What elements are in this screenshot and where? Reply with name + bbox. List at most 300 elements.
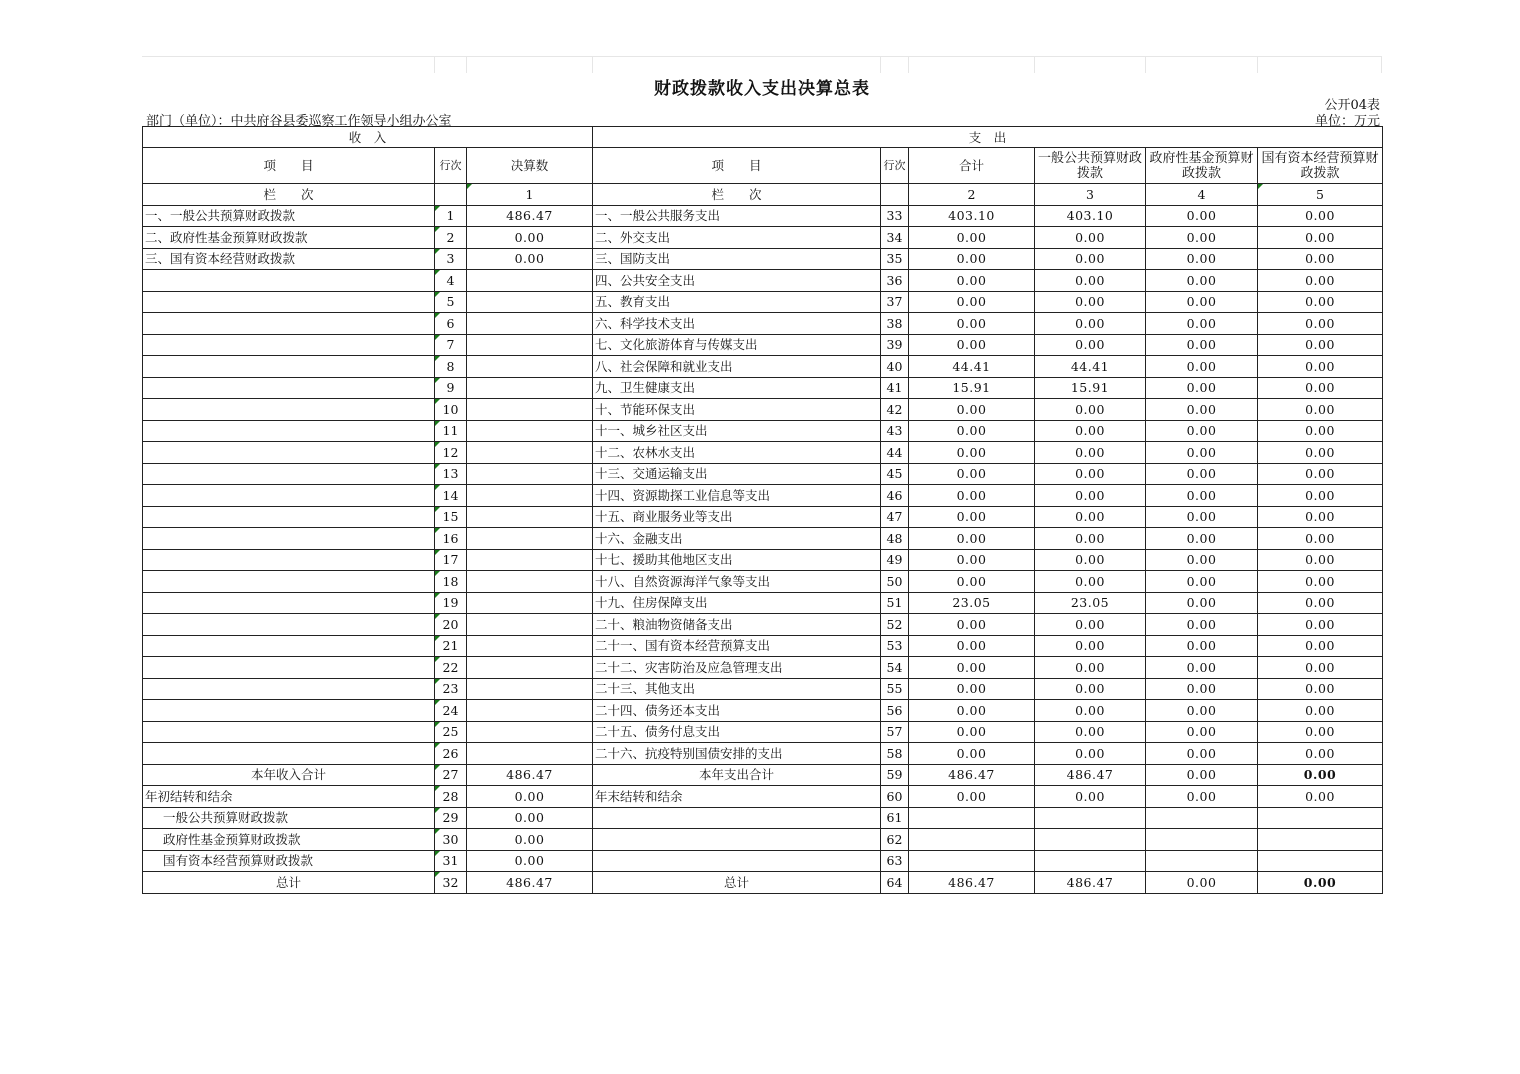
expense-item: 十六、金融支出 [593,528,881,550]
table-row [143,463,1383,485]
state-capital-amount: 0.00 [1258,700,1383,722]
income-amount [467,657,593,679]
expense-total: 0.00 [909,549,1035,571]
expense-line-no: 48 [881,528,909,550]
table-row [143,485,1383,507]
general-budget-amount: 0.00 [1035,786,1146,808]
general-budget-amount: 44.41 [1035,356,1146,378]
carryover-row [143,850,1383,872]
expense-item: 本年支出合计 [593,764,881,786]
income-item [143,721,435,743]
income-line-no: 5 [435,291,467,313]
income-amount: 0.00 [467,807,593,829]
general-budget-amount: 0.00 [1035,442,1146,464]
income-line-blank [435,184,467,206]
income-line-no: 19 [435,592,467,614]
expense-line-no: 62 [881,829,909,851]
gov-fund-amount: 0.00 [1146,571,1258,593]
general-budget-amount: 403.10 [1035,205,1146,227]
state-capital-amount: 0.00 [1258,786,1383,808]
general-budget-amount: 0.00 [1035,506,1146,528]
gov-fund-amount: 0.00 [1146,270,1258,292]
income-amount: 0.00 [467,829,593,851]
general-budget-amount: 0.00 [1035,528,1146,550]
expense-line-no: 44 [881,442,909,464]
income-amount [467,700,593,722]
general-budget-amount: 0.00 [1035,291,1146,313]
table-row [143,356,1383,378]
expense-item: 总计 [593,872,881,894]
income-item: 年初结转和结余 [143,786,435,808]
year-total-row [143,764,1383,786]
general-budget-amount: 0.00 [1035,635,1146,657]
income-item: 一、一般公共预算财政拨款 [143,205,435,227]
income-line-no: 26 [435,743,467,765]
gov-fund-amount: 0.00 [1146,592,1258,614]
state-capital-amount: 0.00 [1258,614,1383,636]
income-item [143,743,435,765]
state-capital-amount: 0.00 [1258,270,1383,292]
income-item [143,463,435,485]
income-item [143,678,435,700]
state-capital-amount [1258,850,1383,872]
expense-line-no: 35 [881,248,909,270]
income-item [143,614,435,636]
budget-table [142,126,1383,894]
state-capital-amount: 0.00 [1258,313,1383,335]
expense-line-no: 56 [881,700,909,722]
general-budget-amount [1035,850,1146,872]
general-budget-amount [1035,829,1146,851]
col2-label: 2 [909,184,1035,206]
income-amount [467,356,593,378]
expense-total: 0.00 [909,614,1035,636]
income-line-no: 8 [435,356,467,378]
income-line-no: 13 [435,463,467,485]
income-amount: 486.47 [467,764,593,786]
expense-item: 八、社会保障和就业支出 [593,356,881,378]
carryover-row [143,807,1383,829]
total-header: 合计 [909,148,1035,184]
income-amount [467,635,593,657]
income-line-no: 28 [435,786,467,808]
col5-label: 5 [1258,184,1383,206]
income-line-no: 18 [435,571,467,593]
general-budget-amount: 23.05 [1035,592,1146,614]
expense-line-no: 51 [881,592,909,614]
general-budget-amount: 0.00 [1035,721,1146,743]
expense-item: 九、卫生健康支出 [593,377,881,399]
state-capital-amount: 0.00 [1258,678,1383,700]
grand-total-row [143,872,1383,894]
income-item: 三、国有资本经营财政拨款 [143,248,435,270]
income-amount [467,334,593,356]
income-line-no: 2 [435,227,467,249]
income-amount [467,592,593,614]
table-row [143,592,1383,614]
expense-total: 0.00 [909,485,1035,507]
gov-fund-amount: 0.00 [1146,420,1258,442]
expense-line-header: 行次 [881,148,909,184]
expense-total [909,850,1035,872]
expense-line-no: 41 [881,377,909,399]
expense-item [593,807,881,829]
state-capital-amount: 0.00 [1258,248,1383,270]
income-item [143,377,435,399]
income-item [143,485,435,507]
income-line-no: 16 [435,528,467,550]
expense-total: 23.05 [909,592,1035,614]
income-line-no: 12 [435,442,467,464]
expense-total: 0.00 [909,463,1035,485]
state-capital-amount: 0.00 [1258,549,1383,571]
income-amount: 486.47 [467,872,593,894]
state-capital-amount [1258,829,1383,851]
sheet-gridlines [142,56,1382,73]
state-capital-amount: 0.00 [1258,291,1383,313]
income-line-no: 7 [435,334,467,356]
table-row [143,635,1383,657]
gov-fund-amount: 0.00 [1146,334,1258,356]
income-item [143,700,435,722]
income-item: 总计 [143,872,435,894]
general-budget-amount: 0.00 [1035,657,1146,679]
table-row [143,399,1383,421]
expense-line-no: 39 [881,334,909,356]
expense-line-no: 49 [881,549,909,571]
general-budget-amount: 0.00 [1035,571,1146,593]
income-line-no: 1 [435,205,467,227]
expense-item-header: 项 目 [593,148,881,184]
gov-fund-amount: 0.00 [1146,657,1258,679]
table-row [143,614,1383,636]
income-item [143,399,435,421]
expense-line-no: 64 [881,872,909,894]
table-row [143,205,1383,227]
income-item: 二、政府性基金预算财政拨款 [143,227,435,249]
carryover-row [143,829,1383,851]
expense-total: 0.00 [909,442,1035,464]
expense-line-no: 40 [881,356,909,378]
general-budget-amount: 0.00 [1035,485,1146,507]
expense-column-order: 栏 次 [593,184,881,206]
expense-line-no: 43 [881,420,909,442]
expense-line-no: 53 [881,635,909,657]
table-row [143,743,1383,765]
expense-item: 二十四、债务还本支出 [593,700,881,722]
income-line-no: 15 [435,506,467,528]
general-budget-amount: 486.47 [1035,872,1146,894]
expense-total: 0.00 [909,528,1035,550]
expense-line-no: 52 [881,614,909,636]
table-row [143,528,1383,550]
expense-line-no: 50 [881,571,909,593]
income-line-no: 14 [435,485,467,507]
expense-item: 二十二、灾害防治及应急管理支出 [593,657,881,679]
expense-line-no: 46 [881,485,909,507]
income-line-no: 9 [435,377,467,399]
expense-item: 三、国防支出 [593,248,881,270]
expense-line-no: 34 [881,227,909,249]
income-line-no: 11 [435,420,467,442]
expense-total: 44.41 [909,356,1035,378]
expense-line-no: 37 [881,291,909,313]
table-row [143,571,1383,593]
gov-fund-amount: 0.00 [1146,549,1258,571]
expense-item: 十四、资源勘探工业信息等支出 [593,485,881,507]
expense-total: 486.47 [909,764,1035,786]
income-amount [467,721,593,743]
expense-total: 0.00 [909,786,1035,808]
gov-fund-amount: 0.00 [1146,313,1258,335]
gov-fund-amount: 0.00 [1146,248,1258,270]
income-amount [467,399,593,421]
income-line-no: 25 [435,721,467,743]
report-title: 财政拨款收入支出决算总表 [654,79,870,99]
gov-fund-amount: 0.00 [1146,786,1258,808]
table-row [143,678,1383,700]
table-row [143,506,1383,528]
unit-label: 单位：万元 [1314,114,1380,129]
gov-fund-amount: 0.00 [1146,205,1258,227]
income-item [143,420,435,442]
state-capital-amount: 0.00 [1258,399,1383,421]
income-amount [467,485,593,507]
gov-fund-amount: 0.00 [1146,764,1258,786]
general-budget-amount: 15.91 [1035,377,1146,399]
expense-item: 二、外交支出 [593,227,881,249]
expense-line-no: 60 [881,786,909,808]
income-column-order: 栏 次 [143,184,435,206]
income-amount [467,528,593,550]
expense-total: 403.10 [909,205,1035,227]
gov-fund-amount [1146,807,1258,829]
state-capital-amount: 0.00 [1258,356,1383,378]
income-line-no: 22 [435,657,467,679]
income-amount [467,313,593,335]
expense-item: 四、公共安全支出 [593,270,881,292]
expense-total: 0.00 [909,420,1035,442]
gov-fund-amount: 0.00 [1146,872,1258,894]
income-amount [467,291,593,313]
gov-fund-amount: 0.00 [1146,700,1258,722]
income-amount [467,678,593,700]
income-amount [467,506,593,528]
expense-item [593,850,881,872]
expense-total: 486.47 [909,872,1035,894]
state-capital-amount: 0.00 [1258,528,1383,550]
table-row [143,291,1383,313]
general-budget-amount: 0.00 [1035,614,1146,636]
gov-fund-amount: 0.00 [1146,291,1258,313]
table-row [143,377,1383,399]
income-item-header: 项 目 [143,148,435,184]
state-capital-amount: 0.00 [1258,571,1383,593]
income-line-no: 6 [435,313,467,335]
expense-line-no: 61 [881,807,909,829]
income-amount: 0.00 [467,850,593,872]
income-item [143,549,435,571]
income-amount [467,549,593,571]
income-amount [467,270,593,292]
expense-line-no: 38 [881,313,909,335]
expense-line-no: 33 [881,205,909,227]
form-code: 公开04表 [1324,98,1380,113]
general-budget-amount: 0.00 [1035,743,1146,765]
income-amount [467,420,593,442]
table-row [143,657,1383,679]
expense-total: 0.00 [909,270,1035,292]
state-capital-amount: 0.00 [1258,506,1383,528]
expense-item: 十八、自然资源海洋气象等支出 [593,571,881,593]
gov-fund-amount: 0.00 [1146,442,1258,464]
expense-line-no: 55 [881,678,909,700]
state-capital-amount: 0.00 [1258,635,1383,657]
state-capital-amount: 0.00 [1258,442,1383,464]
expense-total: 15.91 [909,377,1035,399]
expense-total: 0.00 [909,313,1035,335]
table-row [143,549,1383,571]
general-budget-amount: 0.00 [1035,399,1146,421]
general-budget-amount: 0.00 [1035,227,1146,249]
income-item [143,635,435,657]
expense-item: 五、教育支出 [593,291,881,313]
general-budget-header: 一般公共预算财政拨款 [1035,148,1146,184]
state-capital-amount: 0.00 [1258,592,1383,614]
income-amount [467,743,593,765]
expense-item: 二十三、其他支出 [593,678,881,700]
expense-total: 0.00 [909,657,1035,679]
general-budget-amount: 0.00 [1035,248,1146,270]
expense-line-no: 42 [881,399,909,421]
gov-fund-amount: 0.00 [1146,614,1258,636]
state-capital-amount: 0.00 [1258,227,1383,249]
expense-line-blank [881,184,909,206]
income-amount: 0.00 [467,227,593,249]
general-budget-amount [1035,807,1146,829]
income-line-no: 4 [435,270,467,292]
income-item [143,657,435,679]
state-capital-amount [1258,807,1383,829]
gov-fund-amount: 0.00 [1146,485,1258,507]
state-capital-amount: 0.00 [1258,420,1383,442]
table-row [143,721,1383,743]
gov-fund-amount: 0.00 [1146,463,1258,485]
expense-item: 十一、城乡社区支出 [593,420,881,442]
general-budget-amount: 0.00 [1035,334,1146,356]
income-item [143,270,435,292]
gov-fund-amount: 0.00 [1146,743,1258,765]
state-capital-header: 国有资本经营预算财政拨款 [1258,148,1383,184]
expense-total: 0.00 [909,571,1035,593]
expense-total: 0.00 [909,721,1035,743]
income-item [143,506,435,528]
income-amount: 486.47 [467,205,593,227]
expense-total: 0.00 [909,248,1035,270]
gov-fund-header: 政府性基金预算财政拨款 [1146,148,1258,184]
gov-fund-amount: 0.00 [1146,227,1258,249]
income-line-no: 17 [435,549,467,571]
expense-total: 0.00 [909,334,1035,356]
expense-total [909,807,1035,829]
expense-item: 年末结转和结余 [593,786,881,808]
state-capital-amount: 0.00 [1258,764,1383,786]
gov-fund-amount [1146,850,1258,872]
income-amount [467,614,593,636]
table-row [143,334,1383,356]
expense-line-no: 58 [881,743,909,765]
expense-line-no: 54 [881,657,909,679]
income-line-no: 20 [435,614,467,636]
state-capital-amount: 0.00 [1258,334,1383,356]
expense-item: 二十六、抗疫特别国债安排的支出 [593,743,881,765]
general-budget-amount: 0.00 [1035,463,1146,485]
state-capital-amount: 0.00 [1258,657,1383,679]
state-capital-amount: 0.00 [1258,743,1383,765]
income-item [143,592,435,614]
income-item [143,571,435,593]
state-capital-amount: 0.00 [1258,872,1383,894]
expense-item [593,829,881,851]
column-header-row [143,148,1383,184]
income-item [143,356,435,378]
income-line-no: 31 [435,850,467,872]
expense-item: 十九、住房保障支出 [593,592,881,614]
income-item: 一般公共预算财政拨款 [143,807,435,829]
final-amount-header: 决算数 [467,148,593,184]
expense-line-no: 45 [881,463,909,485]
state-capital-amount: 0.00 [1258,377,1383,399]
general-budget-amount: 0.00 [1035,678,1146,700]
income-line-no: 21 [435,635,467,657]
expense-item: 十三、交通运输支出 [593,463,881,485]
department-label: 部门（单位）：中共府谷县委巡察工作领导小组办公室 [146,114,452,129]
column-order-row [143,184,1383,206]
income-line-no: 23 [435,678,467,700]
income-amount [467,571,593,593]
expense-item: 十五、商业服务业等支出 [593,506,881,528]
col1-label: 1 [467,184,593,206]
gov-fund-amount: 0.00 [1146,399,1258,421]
gov-fund-amount: 0.00 [1146,635,1258,657]
income-item [143,442,435,464]
income-line-no: 27 [435,764,467,786]
income-item [143,528,435,550]
expense-item: 十、节能环保支出 [593,399,881,421]
expense-line-no: 59 [881,764,909,786]
income-line-header: 行次 [435,148,467,184]
expense-total: 0.00 [909,700,1035,722]
gov-fund-amount: 0.00 [1146,377,1258,399]
income-item [143,313,435,335]
expense-total [909,829,1035,851]
expense-line-no: 47 [881,506,909,528]
gov-fund-amount: 0.00 [1146,528,1258,550]
income-amount: 0.00 [467,786,593,808]
expense-item: 六、科学技术支出 [593,313,881,335]
expense-item: 七、文化旅游体育与传媒支出 [593,334,881,356]
income-line-no: 3 [435,248,467,270]
table-row [143,700,1383,722]
expense-item: 二十、粮油物资储备支出 [593,614,881,636]
gov-fund-amount: 0.00 [1146,356,1258,378]
expense-total: 0.00 [909,678,1035,700]
general-budget-amount: 0.00 [1035,420,1146,442]
table-row [143,442,1383,464]
gov-fund-amount: 0.00 [1146,721,1258,743]
income-item [143,334,435,356]
income-amount: 0.00 [467,248,593,270]
